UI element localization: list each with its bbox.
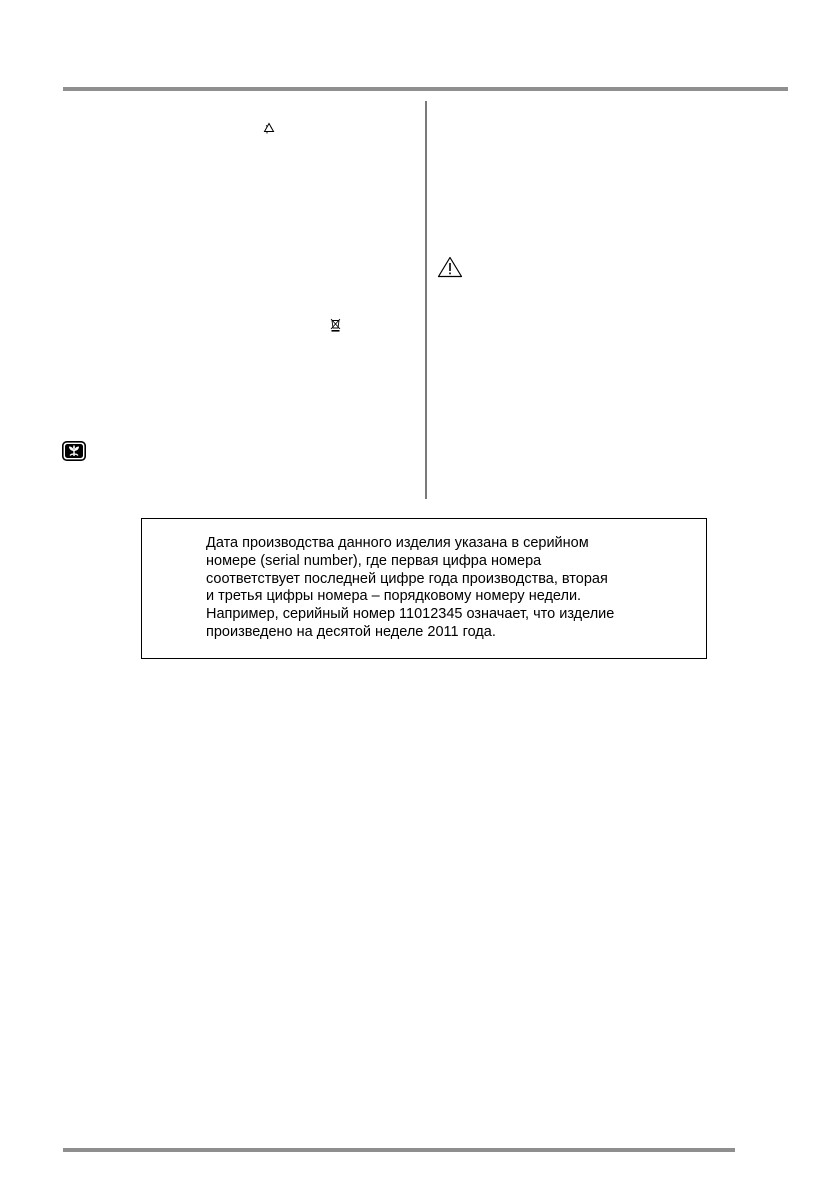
bottom-rule: [63, 1148, 735, 1152]
warning-triangle-icon: [437, 256, 463, 278]
info-line: произведено на десятой неделе 2011 года.: [206, 623, 496, 640]
production-date-info-box: [141, 518, 707, 659]
info-line: номере (serial number), где первая цифра номера: [206, 552, 542, 569]
column-divider: [425, 101, 427, 499]
recycle-icon: [262, 122, 276, 136]
info-line: и третья цифры номера – порядковому номеру недели.: [206, 588, 582, 605]
info-line: Например, серийный номер 11012345 означает, что изделие: [206, 606, 615, 623]
info-line: Дата производства данного изделия указана в серийном: [206, 535, 589, 551]
top-rule: [63, 87, 788, 91]
info-line: соответствует последней цифре года производства, вторая: [206, 570, 608, 587]
crossed-out-bin-icon: [330, 318, 341, 332]
production-date-text: [206, 535, 686, 642]
environment-flower-icon: [62, 441, 86, 461]
